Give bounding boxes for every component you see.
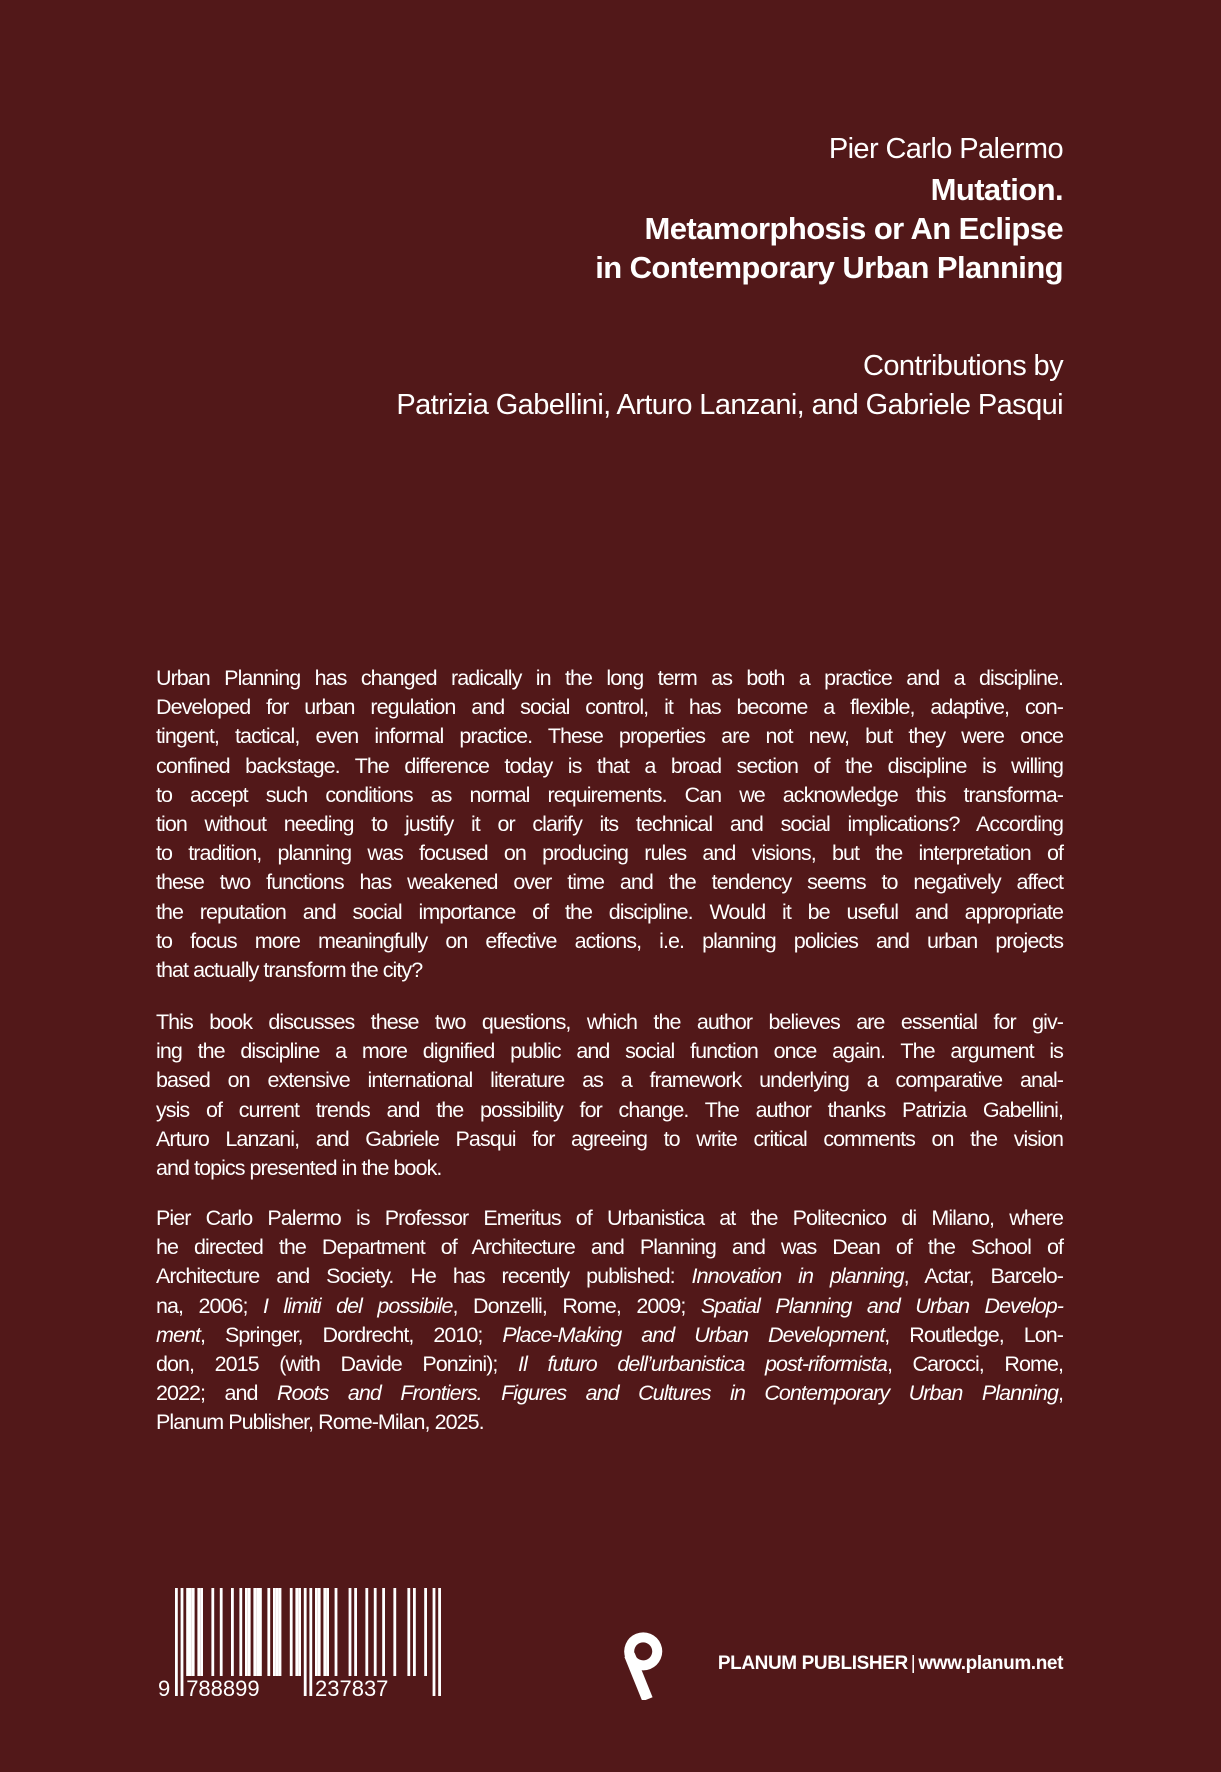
barcode-bar — [245, 1588, 248, 1676]
barcode-bar — [438, 1588, 441, 1696]
barcode-bar — [211, 1588, 214, 1676]
text-segment: , Donzelli, Rome, 2009; — [452, 1293, 701, 1318]
text-line — [156, 1037, 1063, 1066]
text-line — [156, 1066, 1063, 1095]
text-line — [156, 1233, 1063, 1262]
barcode-bar — [365, 1588, 368, 1676]
barcode-bar — [298, 1588, 301, 1676]
text-segment: tion without needing to justify it or clarify its technical and social implications? According — [156, 811, 1063, 836]
barcode-bar — [382, 1588, 385, 1676]
barcode-bar — [256, 1588, 259, 1676]
book-title — [595, 170, 1063, 287]
title-line: in Contemporary Urban Planning — [595, 250, 1063, 285]
text-line — [156, 1154, 1063, 1183]
text-line — [156, 1125, 1063, 1154]
text-segment: , Actar, Barcelo- — [903, 1264, 1063, 1289]
text-segment: to focus more meaningfully on effective actions, i.e. planning policies and urban projects — [156, 928, 1063, 953]
text-segment: , — [1057, 1381, 1063, 1406]
text-line — [156, 1379, 1063, 1408]
text-line — [156, 810, 1063, 839]
publisher-line — [718, 1653, 1063, 1675]
barcode-bar — [374, 1588, 377, 1676]
title-line: Metamorphosis or An Eclipse — [644, 211, 1063, 246]
text-segment: , Routledge, Lon- — [884, 1322, 1064, 1347]
barcode-bar — [231, 1588, 234, 1676]
barcode-bar — [253, 1588, 256, 1676]
barcode-bar — [267, 1588, 270, 1676]
barcode-digits: 788899 — [186, 1676, 260, 1698]
isbn-barcode — [150, 1586, 450, 1698]
text-line — [156, 956, 1063, 985]
barcode-bar — [295, 1588, 298, 1676]
italic-title: ment — [156, 1322, 200, 1347]
text-segment: 2022; and — [156, 1381, 277, 1406]
text-line — [156, 752, 1063, 781]
publisher-name: PLANUM PUBLISHER — [717, 1653, 908, 1674]
text-line — [156, 1292, 1063, 1321]
italic-title: Roots and Frontiers. Figures and Cultures in Contemporary Urban Planning — [277, 1381, 1058, 1406]
barcode-bar — [175, 1588, 178, 1696]
barcode-bar — [315, 1588, 318, 1676]
text-line — [156, 927, 1063, 956]
barcode-bar — [197, 1588, 200, 1676]
text-segment: , Springer, Dordrecht, 2010; — [200, 1322, 503, 1347]
text-segment: these two functions has weakened over time and the tendency seems to negatively affect — [156, 870, 1063, 895]
barcode-bar — [192, 1588, 195, 1676]
text-line — [156, 868, 1063, 897]
publisher-url: www.planum.net — [918, 1653, 1063, 1674]
text-line — [156, 1096, 1063, 1125]
planum-logo-icon — [612, 1628, 676, 1700]
text-segment: Planum Publisher, Rome-Milan, 2025. — [156, 1410, 484, 1435]
text-line — [156, 1350, 1063, 1379]
italic-title: Spatial Planning and Urban Develop- — [700, 1293, 1063, 1318]
text-line — [156, 693, 1063, 722]
author-bio-paragraph — [156, 1204, 1063, 1438]
text-segment: Architecture and Society. He has recently published: — [156, 1264, 692, 1289]
text-line — [156, 1204, 1063, 1233]
text-line — [156, 1408, 1063, 1437]
text-line — [156, 839, 1063, 868]
barcode-bar — [181, 1588, 184, 1696]
barcode-bar — [349, 1588, 352, 1676]
barcode-bar — [424, 1588, 427, 1676]
barcode-bar — [248, 1588, 251, 1676]
text-segment: ysis of current trends and the possibility for change. The author thanks Patrizia Gabellini, — [156, 1097, 1063, 1122]
barcode-bar — [239, 1588, 242, 1676]
text-segment: Developed for urban regulation and social control, it has become a flexible, adaptive, con- — [156, 695, 1063, 720]
contributions — [396, 347, 1063, 425]
text-segment: ing the discipline a more dignified public and social function once again. The argument is — [156, 1039, 1063, 1064]
contributors: Patrizia Gabellini, Arturo Lanzani, and Gabriele Pasqui — [396, 389, 1063, 421]
text-line — [156, 1262, 1063, 1291]
barcode-bar — [290, 1588, 293, 1676]
italic-title: Il futuro dell’urbanistica post-riformista — [518, 1351, 887, 1376]
barcode-bar — [433, 1588, 436, 1696]
text-line — [156, 722, 1063, 751]
barcode-bar — [189, 1588, 192, 1676]
text-segment: and topics presented in the book. — [156, 1155, 442, 1180]
text-line — [156, 1321, 1063, 1350]
barcode-bar — [335, 1588, 338, 1676]
barcode-bar — [326, 1588, 329, 1676]
title-line: Mutation. — [930, 172, 1063, 207]
barcode-bar — [259, 1588, 262, 1676]
blurb-paragraph-1 — [156, 664, 1063, 985]
italic-title: Innovation in planning — [691, 1264, 904, 1289]
barcode-digits: 237837 — [315, 1676, 389, 1698]
text-segment: to accept such conditions as normal requirements. Can we acknowledge this transforma- — [156, 782, 1063, 807]
text-segment: Urban Planning has changed radically in the long term as both a practice and a discipline. — [156, 666, 1063, 690]
barcode-bar — [318, 1588, 321, 1676]
barcode-bar — [413, 1588, 416, 1676]
italic-title: I limiti del possibile — [262, 1293, 453, 1318]
barcode-bar — [323, 1588, 326, 1676]
text-segment: don, 2015 (with Davide Ponzini); — [156, 1351, 519, 1376]
text-segment: confined backstage. The difference today is that a broad section of the discipline is willing — [156, 753, 1063, 778]
separator: | — [910, 1653, 916, 1674]
text-line — [156, 1008, 1063, 1037]
text-segment: This book discusses these two questions, which the author believes are essential for giv- — [156, 1010, 1063, 1034]
barcode-bar — [276, 1588, 279, 1676]
barcode-bar — [273, 1588, 276, 1676]
barcode-bar — [407, 1588, 410, 1676]
barcode-bar — [220, 1588, 223, 1676]
barcode-bar — [279, 1588, 282, 1676]
text-segment: , Carocci, Rome, — [886, 1351, 1063, 1376]
blurb-paragraph-2 — [156, 1008, 1063, 1183]
text-segment: Arturo Lanzani, and Gabriele Pasqui for agreeing to write critical comments on the vision — [156, 1126, 1063, 1151]
text-segment: to tradition, planning was focused on producing rules and visions, but the interpretation of — [156, 841, 1063, 866]
author-name: Pier Carlo Palermo — [828, 133, 1063, 165]
barcode-bar — [393, 1588, 396, 1676]
text-line — [156, 781, 1063, 810]
italic-title: Place-Making and Urban Development — [502, 1322, 885, 1347]
barcode-bar — [309, 1588, 312, 1696]
text-segment: Pier Carlo Palermo is Professor Emeritus of Urbanistica at the Politecnico di Milano, where — [156, 1206, 1063, 1230]
text-segment: tingent, tactical, even informal practice. These properties are not new, but they were once — [156, 724, 1063, 749]
text-segment: he directed the Department of Architecture and Planning and was Dean of the School of — [156, 1235, 1063, 1260]
barcode-bar — [304, 1588, 307, 1696]
contributions-label: Contributions by — [863, 350, 1063, 382]
barcode-digits: 9 — [158, 1676, 171, 1698]
barcode-bar — [186, 1588, 189, 1676]
text-line — [156, 664, 1063, 693]
text-segment: based on extensive international literature as a framework underlying a comparative anal- — [156, 1068, 1063, 1093]
text-segment: the reputation and social importance of the discipline. Would it be useful and appropriate — [156, 899, 1063, 924]
barcode-bar — [354, 1588, 357, 1676]
barcode-bar — [200, 1588, 203, 1676]
text-line — [156, 898, 1063, 927]
text-segment: na, 2006; — [156, 1293, 263, 1318]
text-segment: that actually transform the city? — [156, 957, 423, 982]
